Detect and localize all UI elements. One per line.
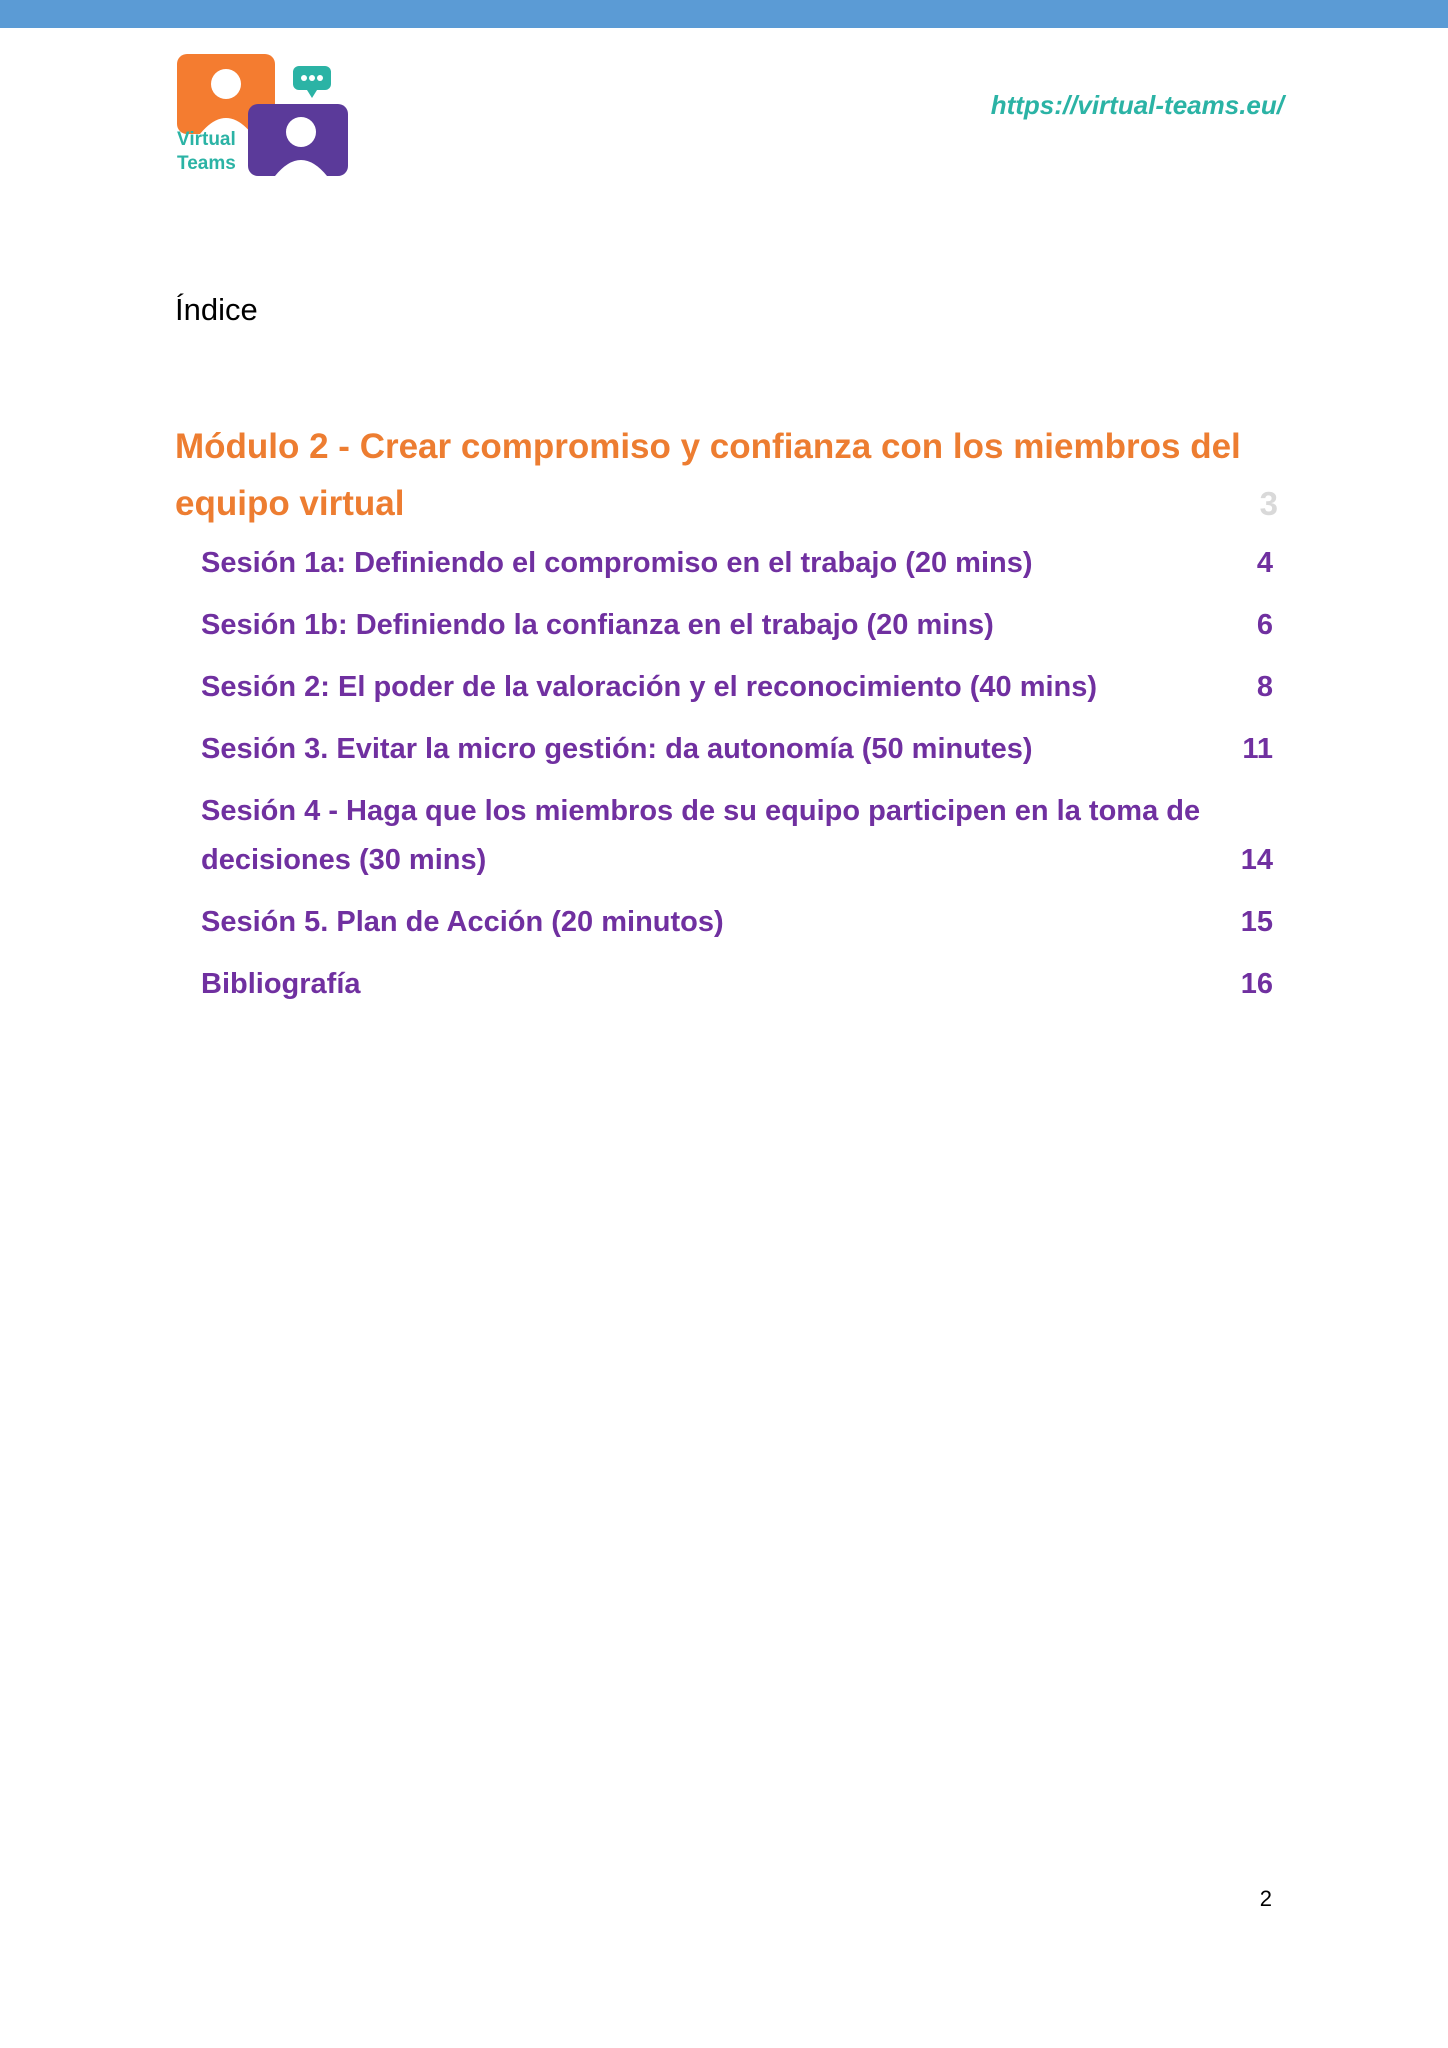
toc-entry-title: Sesión 1b: Definiendo la confianza en el trabajo (20 mins)	[201, 609, 994, 641]
page-number: 2	[1259, 1886, 1272, 1911]
toc-entry[interactable]	[201, 725, 1273, 774]
toc-module-entry[interactable]	[175, 418, 1278, 532]
toc-list	[201, 539, 1273, 1022]
header-url-link[interactable]: https://virtual-teams.eu/	[990, 90, 1284, 120]
toc-module-page: 3	[1259, 485, 1278, 522]
toc-entry[interactable]	[201, 898, 1273, 947]
toc-entry[interactable]	[201, 601, 1273, 650]
toc-entry-title: Sesión 4 - Haga que los miembros de su equipo participen en la toma de decisiones (30 mins)	[201, 795, 1201, 876]
logo-text-line1: Virtual	[177, 129, 236, 150]
toc-module-title: Módulo 2 - Crear compromiso y confianza con los miembros del equipo virtual	[175, 427, 1241, 523]
toc-entry-page: 16	[1240, 968, 1273, 1000]
toc-entry-title: Sesión 2: El poder de la valoración y el reconocimiento (40 mins)	[201, 671, 1098, 703]
toc-entry-title: Bibliografía	[201, 968, 361, 1000]
virtual-teams-logo	[175, 52, 355, 182]
toc-entry-page: 14	[1240, 844, 1273, 876]
toc-entry-title: Sesión 5. Plan de Acción (20 minutos)	[201, 906, 724, 938]
top-accent-bar	[0, 0, 1448, 28]
logo-text-line2: Teams	[177, 153, 236, 174]
toc-entry-page: 15	[1240, 906, 1273, 938]
toc-entry-page: 4	[1256, 547, 1273, 579]
toc-heading: Índice	[175, 292, 258, 327]
toc-entry[interactable]	[201, 787, 1273, 885]
toc-entry[interactable]	[201, 539, 1273, 588]
toc-entry-page: 11	[1242, 733, 1273, 765]
toc-entry[interactable]	[201, 663, 1273, 712]
toc-entry-page: 6	[1256, 609, 1273, 641]
toc-entry-page: 8	[1256, 671, 1273, 703]
toc-entry-title: Sesión 3. Evitar la micro gestión: da autonomía (50 minutes)	[201, 733, 1033, 765]
toc-entry-title: Sesión 1a: Definiendo el compromiso en el trabajo (20 mins)	[201, 547, 1033, 579]
toc-entry[interactable]	[201, 960, 1273, 1009]
